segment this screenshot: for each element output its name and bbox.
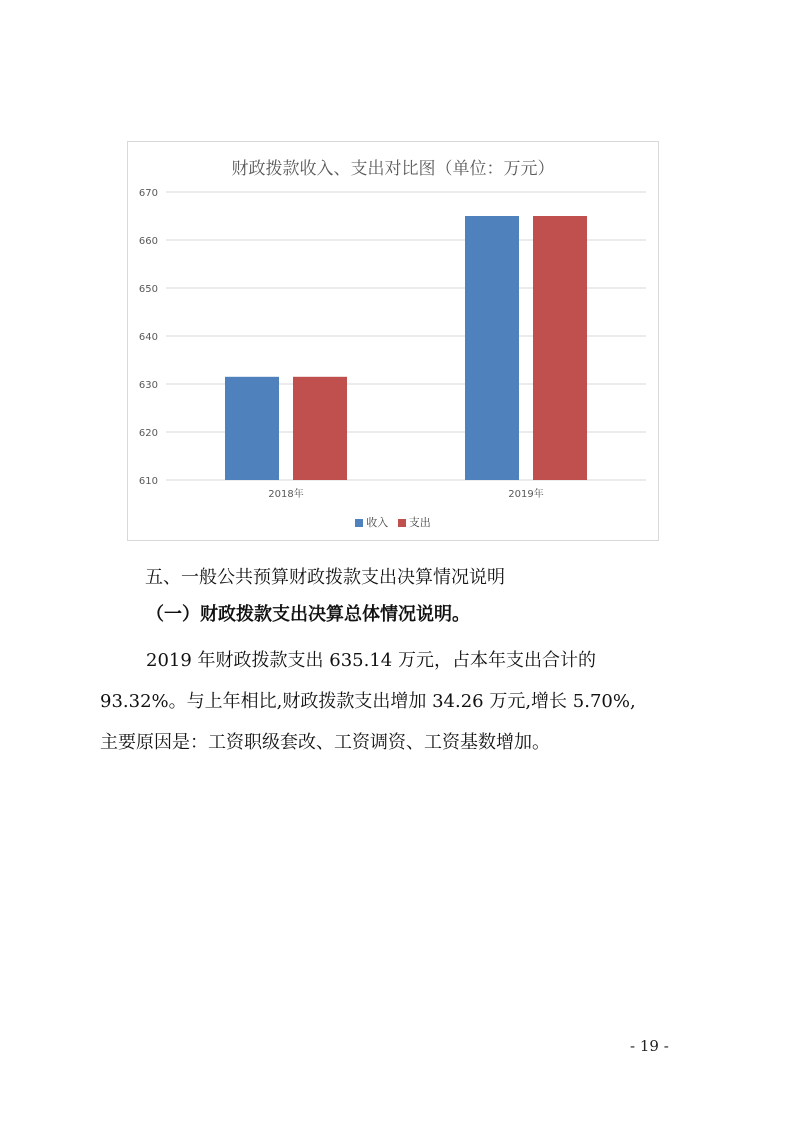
y-tick-label: 640 (138, 332, 158, 343)
bar-chart (128, 142, 658, 540)
paragraph-line: 主要原因是：工资职级套改、工资调资、工资基数增加。 (100, 732, 550, 753)
legend-label-income: 收入 (366, 516, 389, 529)
y-tick-label: 610 (138, 476, 158, 487)
x-tick-label: 2018年 (268, 489, 304, 500)
chart-container (127, 141, 659, 541)
bar-income (465, 216, 519, 480)
paragraph-line: 93.32%。与上年相比,财政拨款支出增加 34.26 万元,增长 5.70%, (100, 691, 636, 712)
legend-item-expense (398, 514, 431, 530)
x-tick-label: 2019年 (508, 489, 544, 500)
y-tick-label: 660 (138, 236, 158, 247)
legend-swatch-income (355, 519, 363, 527)
y-tick-label: 670 (138, 188, 158, 199)
chart-title: 财政拨款收入、支出对比图（单位：万元） (231, 159, 555, 179)
bar-income (225, 377, 279, 480)
body-paragraph (100, 640, 700, 763)
section-heading: 五、一般公共预算财政拨款支出决算情况说明 (145, 567, 505, 588)
chart-legend (128, 514, 658, 530)
y-tick-label: 620 (138, 428, 158, 439)
legend-swatch-expense (398, 519, 406, 527)
bar-expense (533, 216, 587, 480)
bar-expense (293, 377, 347, 480)
page-number: - 19 - (630, 1037, 669, 1055)
y-tick-label: 630 (138, 380, 158, 391)
legend-label-expense: 支出 (408, 516, 431, 529)
y-tick-label: 650 (138, 284, 158, 295)
paragraph-line: 2019 年财政拨款支出 635.14 万元，占本年支出合计的 (146, 650, 596, 671)
legend-item-income (355, 514, 388, 530)
subsection-heading: （一）财政拨款支出决算总体情况说明。 (146, 604, 470, 625)
